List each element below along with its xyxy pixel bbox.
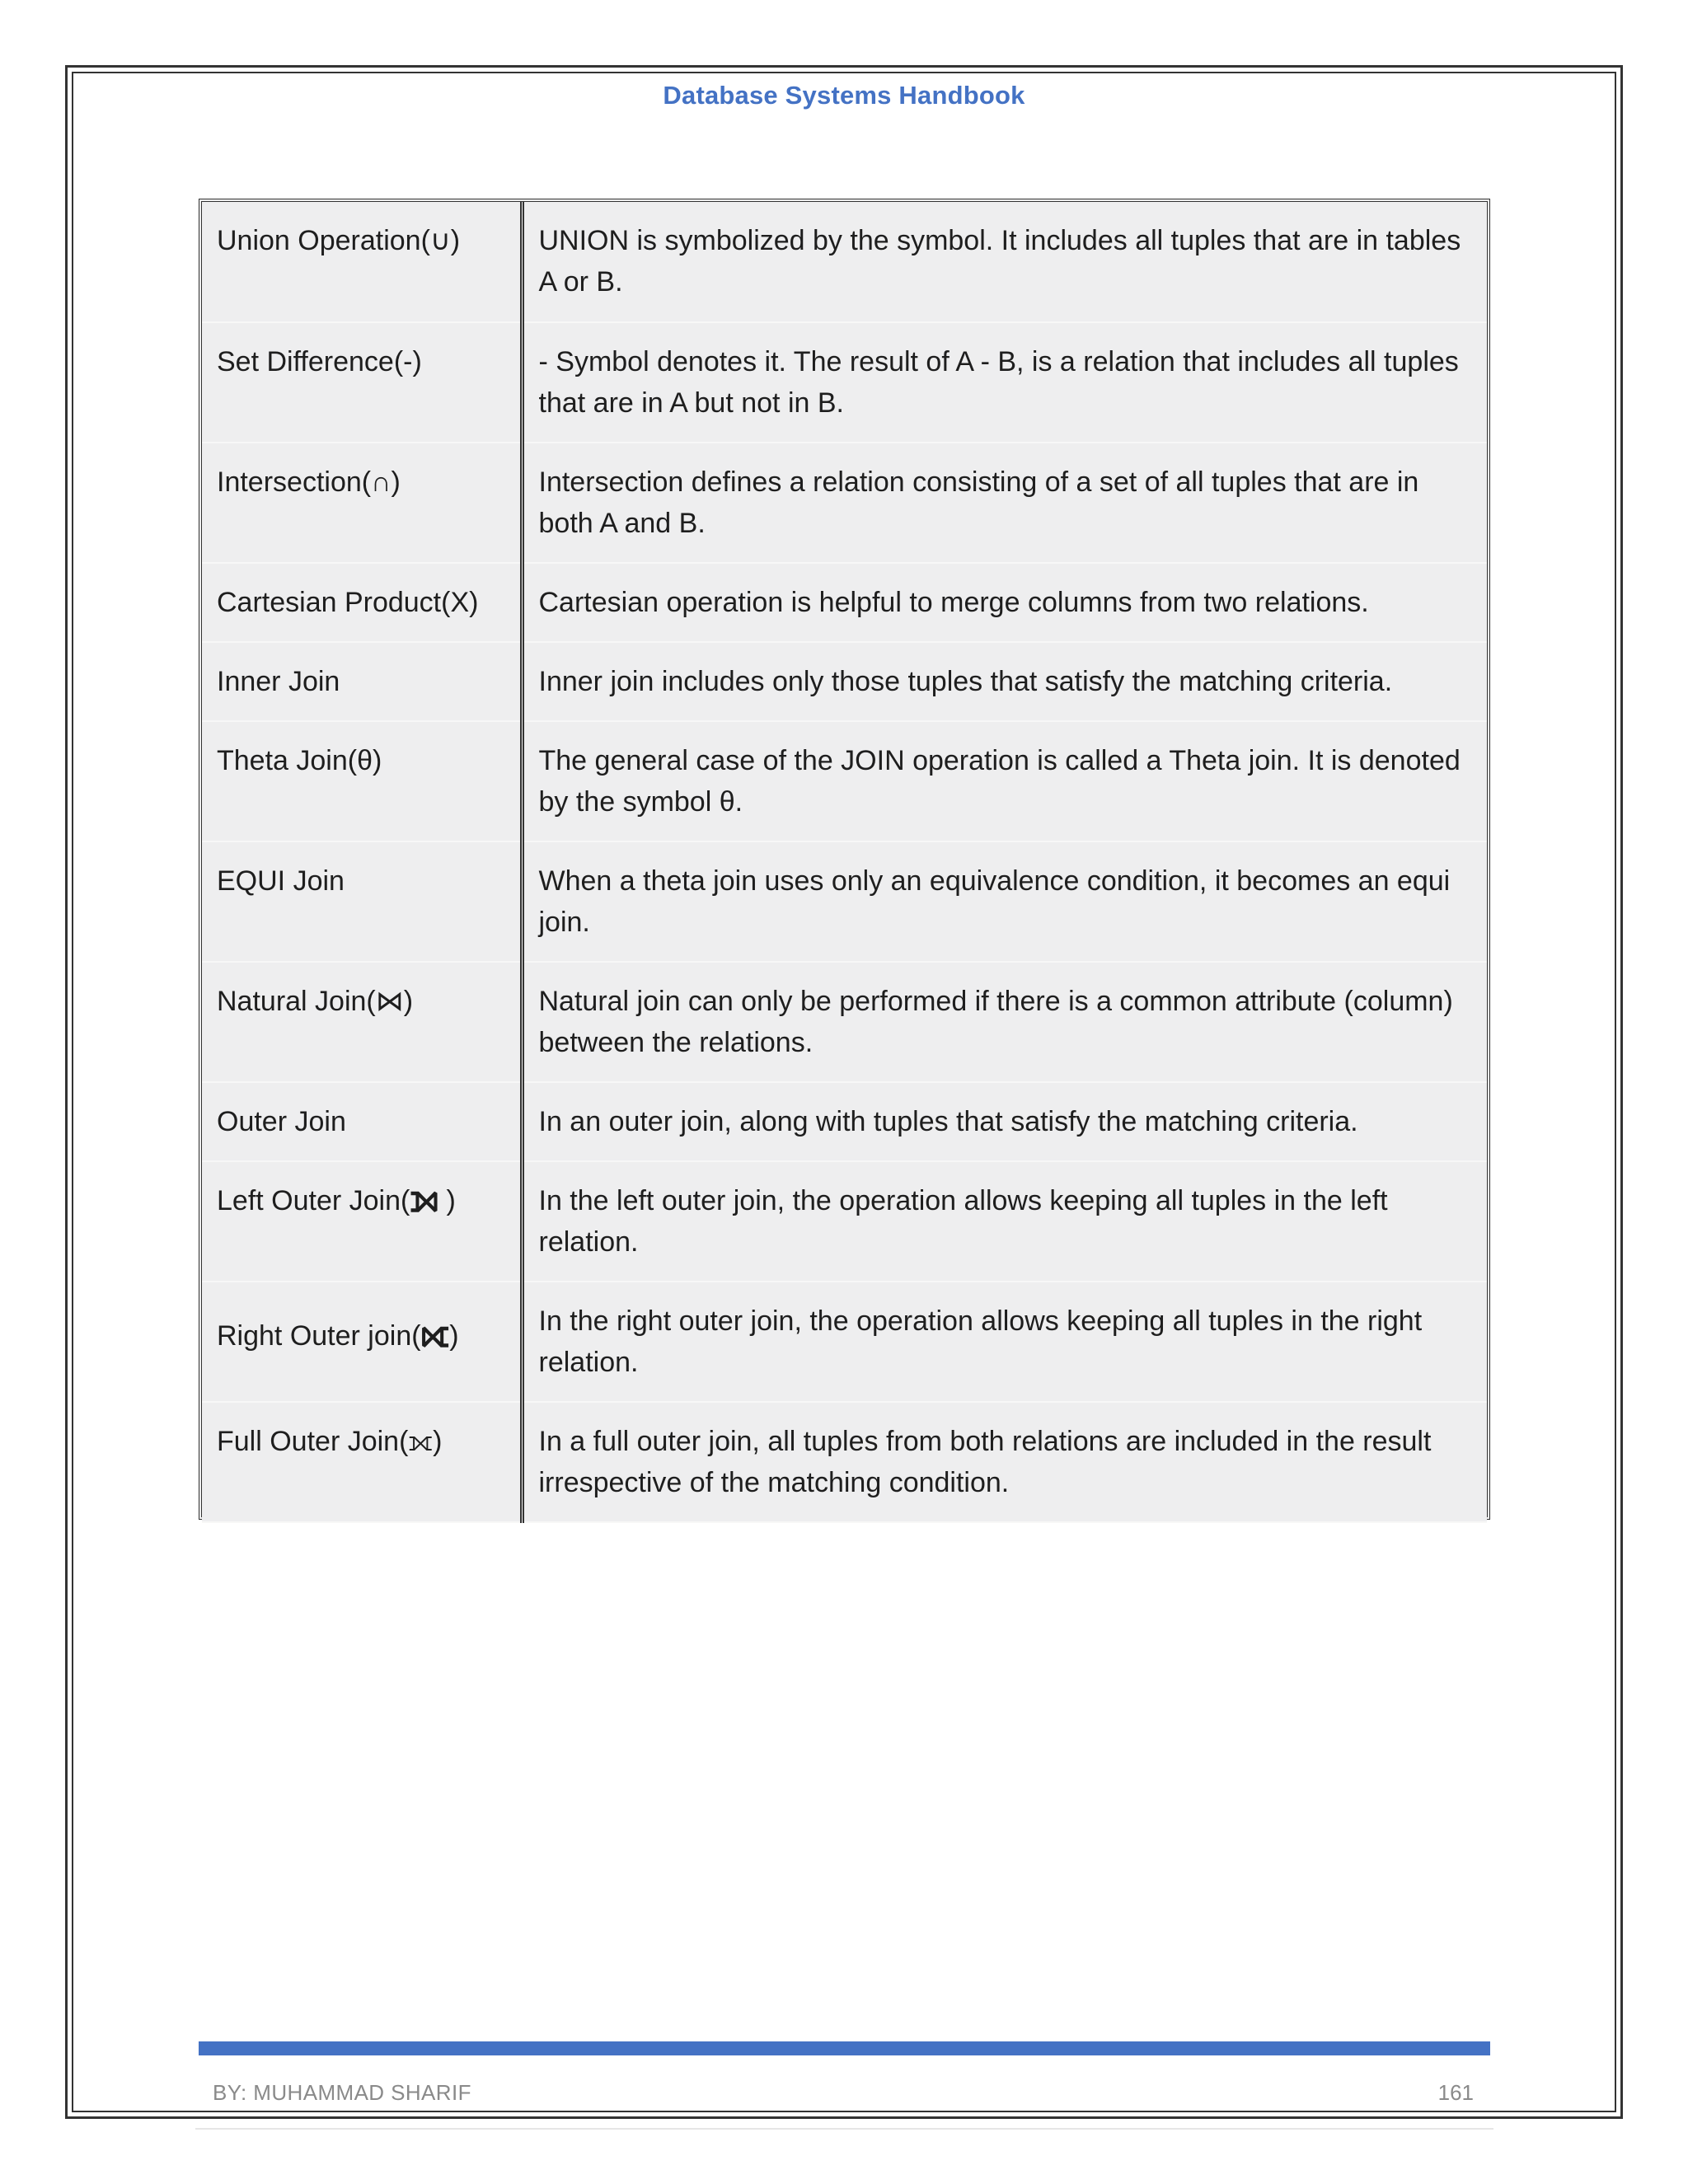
table-row xyxy=(202,1161,1487,1282)
operation-cell: Inner Join xyxy=(202,642,522,721)
footer-author: BY: MUHAMMAD SHARIF xyxy=(213,2080,471,2105)
table-row xyxy=(202,443,1487,563)
table-row xyxy=(202,962,1487,1082)
operation-label: Right Outer join( xyxy=(217,1320,421,1352)
operation-cell: Cartesian Product(X) xyxy=(202,563,522,642)
table-row xyxy=(202,322,1487,443)
description-cell: Intersection defines a relation consisting of a set of all tuples that are in both A and B. xyxy=(522,443,1487,563)
table-row xyxy=(202,202,1487,322)
description-cell: In the left outer join, the operation allows keeping all tuples in the left relation. xyxy=(522,1161,1487,1282)
table-row xyxy=(202,841,1487,962)
bottom-rule xyxy=(195,2128,1493,2130)
description-cell: In the right outer join, the operation allows keeping all tuples in the right relation. xyxy=(522,1282,1487,1402)
description-cell: In a full outer join, all tuples from both relations are included in the result irrespective of the matching condition. xyxy=(522,1402,1487,1522)
operation-cell: Set Difference(-) xyxy=(202,322,522,443)
operation-cell: Union Operation(∪) xyxy=(202,202,522,322)
table-row xyxy=(202,721,1487,841)
footer-bar xyxy=(199,2041,1490,2055)
operation-cell: Full Outer Join(⟗) xyxy=(202,1402,522,1522)
description-cell: When a theta join uses only an equivalence condition, it becomes an equi join. xyxy=(522,841,1487,962)
description-cell: Natural join can only be performed if there is a common attribute (column) between the relations. xyxy=(522,962,1487,1082)
description-cell: Inner join includes only those tuples that satisfy the matching criteria. xyxy=(522,642,1487,721)
table-row xyxy=(202,1282,1487,1402)
description-cell: The general case of the JOIN operation is called a Theta join. It is denoted by the symbol θ. xyxy=(522,721,1487,841)
operation-cell xyxy=(202,1282,522,1402)
description-cell: - Symbol denotes it. The result of A - B, is a relation that includes all tuples that are in A but not in B. xyxy=(522,322,1487,443)
table-row xyxy=(202,1082,1487,1161)
operation-label-suffix: ) xyxy=(438,1185,456,1216)
table-row xyxy=(202,563,1487,642)
table-row xyxy=(202,1402,1487,1522)
operation-cell: Natural Join(⋈) xyxy=(202,962,522,1082)
right-outer-join-symbol-icon: ⟖ xyxy=(420,1311,450,1356)
operations-table xyxy=(199,199,1490,1520)
operation-label-suffix: ) xyxy=(449,1320,459,1352)
page-number: 161 xyxy=(1437,2080,1474,2105)
header-title: Database Systems Handbook xyxy=(663,81,1025,110)
operation-cell: Outer Join xyxy=(202,1082,522,1161)
operation-cell: Theta Join(θ) xyxy=(202,721,522,841)
description-cell: UNION is symbolized by the symbol. It includes all tuples that are in tables A or B. xyxy=(522,202,1487,322)
operation-cell xyxy=(202,1161,522,1282)
left-outer-join-symbol-icon: ⟕ xyxy=(410,1176,439,1221)
description-cell: Cartesian operation is helpful to merge columns from two relations. xyxy=(522,563,1487,642)
table-row xyxy=(202,642,1487,721)
operation-cell: Intersection(∩) xyxy=(202,443,522,563)
description-cell: In an outer join, along with tuples that satisfy the matching criteria. xyxy=(522,1082,1487,1161)
operation-cell: EQUI Join xyxy=(202,841,522,962)
operation-label: Left Outer Join( xyxy=(217,1185,410,1216)
